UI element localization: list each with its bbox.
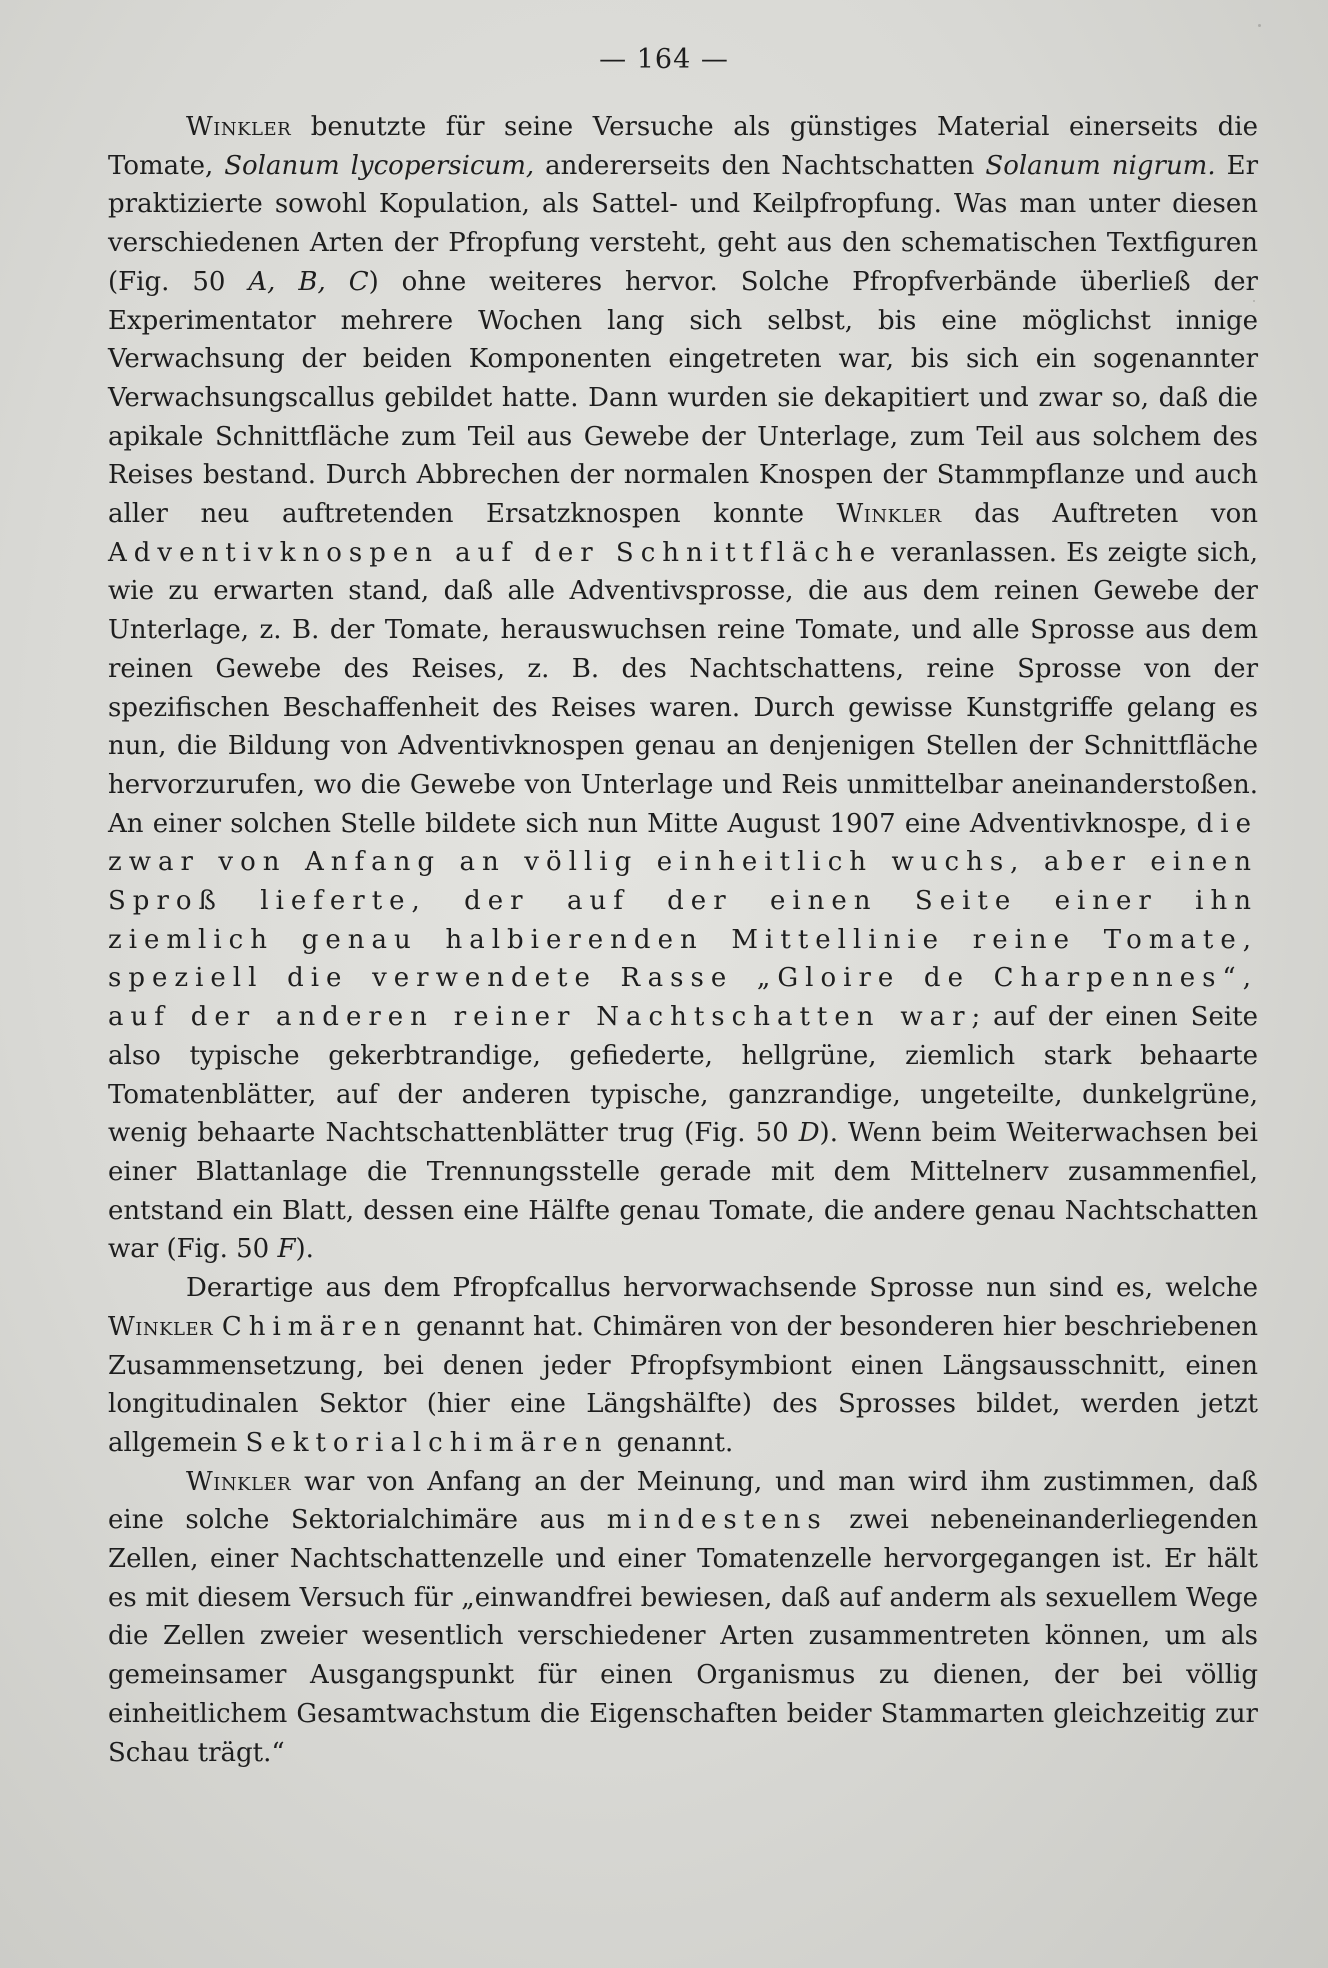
text-run: genannt hat. Chimären von der besonderen hier beschriebenen Zusammensetzung, bei denen jeder Pfropfsymbiont einen Längsausschnitt, einen longitudinalen Sektor (hier eine Längshälfte) des Sprosses bildet, werden jetzt allgemein — [108, 1311, 1259, 1458]
italic-text: Solanum nigrum. — [985, 150, 1216, 181]
text-run: ). Wenn beim Weiterwachsen bei einer Blattanlage die Trennungsstelle gerade mit dem Mittelnerv zusammenfiel, entstand ein Blatt, dessen eine Hälfte genau Tomate, die andere genau Nachtschatten war (Fig. 50 — [108, 1118, 1259, 1265]
scan-speck — [1258, 24, 1261, 27]
author-name-smallcaps: Winkler — [186, 112, 292, 142]
text-run — [213, 1312, 222, 1342]
italic-text: A, B, C — [248, 266, 369, 297]
paragraph — [108, 108, 1258, 1269]
italic-text: Solanum lycopersicum, — [224, 150, 535, 181]
author-name-smallcaps: Winkler — [186, 1466, 292, 1497]
spaced-emphasis: mindestens — [606, 1505, 828, 1536]
author-name-smallcaps: Winkler — [836, 499, 942, 530]
text-run: genannt. — [608, 1427, 734, 1458]
paragraph — [108, 1269, 1258, 1463]
spaced-emphasis: Sektorialchimären — [245, 1427, 609, 1458]
text-run: Er praktizierte sowohl Kopulation, als Sattel- und Keilpfropfung. Was man unter diesen verschiedenen Arten der Pfropfung versteht, geht aus den schematischen Textfiguren (Fig. 50 — [108, 150, 1258, 297]
text-run: veranlassen. Es zeigte sich, wie zu erwarten stand, daß alle Adventivsprosse, die aus dem reinen Gewebe der Unterlage, z. B. der Tomate, herauswuchsen reine Tomate, und alle Sprosse aus dem reinen Gewebe des Reises, z. B. des Nachtschattens, reine Sprosse von der spezifischen Beschaffenheit des Reises waren. Durch gewisse Kunstgriffe gelang es nun, die Bildung von Adventivknospen genau an denjenigen Stellen der Schnittfläche hervorzurufen, wo die Gewebe von Unterlage und Reis unmittelbar aneinanderstoßen. An einer solchen Stelle bildete sich nun Mitte August 1907 eine Adventivknospe, — [108, 537, 1258, 839]
text-run: andererseits den Nachtschatten — [534, 150, 986, 181]
text-run: ; auf der einen Seite also typische gekerbtrandige, gefiederte, hellgrüne, ziemlich stark behaarte Tomatenblätter, auf der anderen typische, ganzrandige, ungeteilte, dunkelgrüne, wenig behaarte Nachtschattenblätter trug (Fig. 50 — [108, 1002, 1258, 1149]
spaced-emphasis: Chimären — [221, 1311, 408, 1342]
italic-text: F — [277, 1234, 296, 1265]
text-run: ) ohne weiteres hervor. Solche Pfropfverbände überließ der Experimentator mehrere Wochen lang sich selbst, bis eine möglichst innige Verwachsung der beiden Komponenten eingetreten war, bis sich ein sogenannter Verwachsungscallus gebildet hatte. Dann wurden sie dekapitiert und zwar so, daß die apikale Schnittfläche zum Teil aus Gewebe der Unterlage, zum Teil aus solchem des Reises bestand. Durch Abbrechen der normalen Knospen der Stammpflanze und auch aller neu auftretenden Ersatzknospen konnte — [108, 266, 1258, 530]
text-run: ). — [295, 1234, 314, 1265]
text-run: das Auftreten von — [941, 499, 1258, 530]
paragraph — [108, 1463, 1258, 1773]
text-run: Derartige aus dem Pfropfcallus hervorwachsende Sprosse nun sind es, welche — [186, 1273, 1258, 1304]
author-name-smallcaps: Winkler — [108, 1311, 214, 1342]
scan-speck — [1253, 300, 1255, 302]
spaced-emphasis: Adventivknospen auf der Schnittfläche — [108, 537, 883, 568]
body-text — [108, 108, 1258, 1772]
text-run: benutzte für seine Versuche als günstiges Material einerseits die Tomate, — [108, 112, 1258, 181]
italic-text: D — [798, 1118, 820, 1149]
spaced-emphasis: die zwar von Anfang an völlig einheitlich wuchs, aber einen Sproß lieferte, der auf der einen Seite einer ihn ziemlich genau halbierenden Mittellinie reine Tomate, speziell die verwendete Rasse „Gloire de Charpennes“, auf der anderen reiner Nachtschatten war — [108, 808, 1258, 1033]
text-run: war von Anfang an der Meinung, und man wird ihm zustimmen, daß eine solche Sektorialchimäre aus — [108, 1466, 1258, 1536]
page-number: — 164 — — [599, 44, 729, 75]
text-run: zwei nebeneinanderliegenden Zellen, einer Nachtschattenzelle und einer Tomatenzelle hervorgegangen ist. Er hält es mit diesem Versuch für „einwandfrei bewiesen, daß auf anderm als sexuellem Wege die Zellen zweier wesentlich verschiedener Arten zusammentreten können, um als gemeinsamer Ausgangspunkt für einen Organismus zu dienen, der bei völlig einheitlichem Gesamtwachstum die Eigenschaften beider Stammarten gleichzeitig zur Schau trägt.“ — [108, 1505, 1259, 1768]
